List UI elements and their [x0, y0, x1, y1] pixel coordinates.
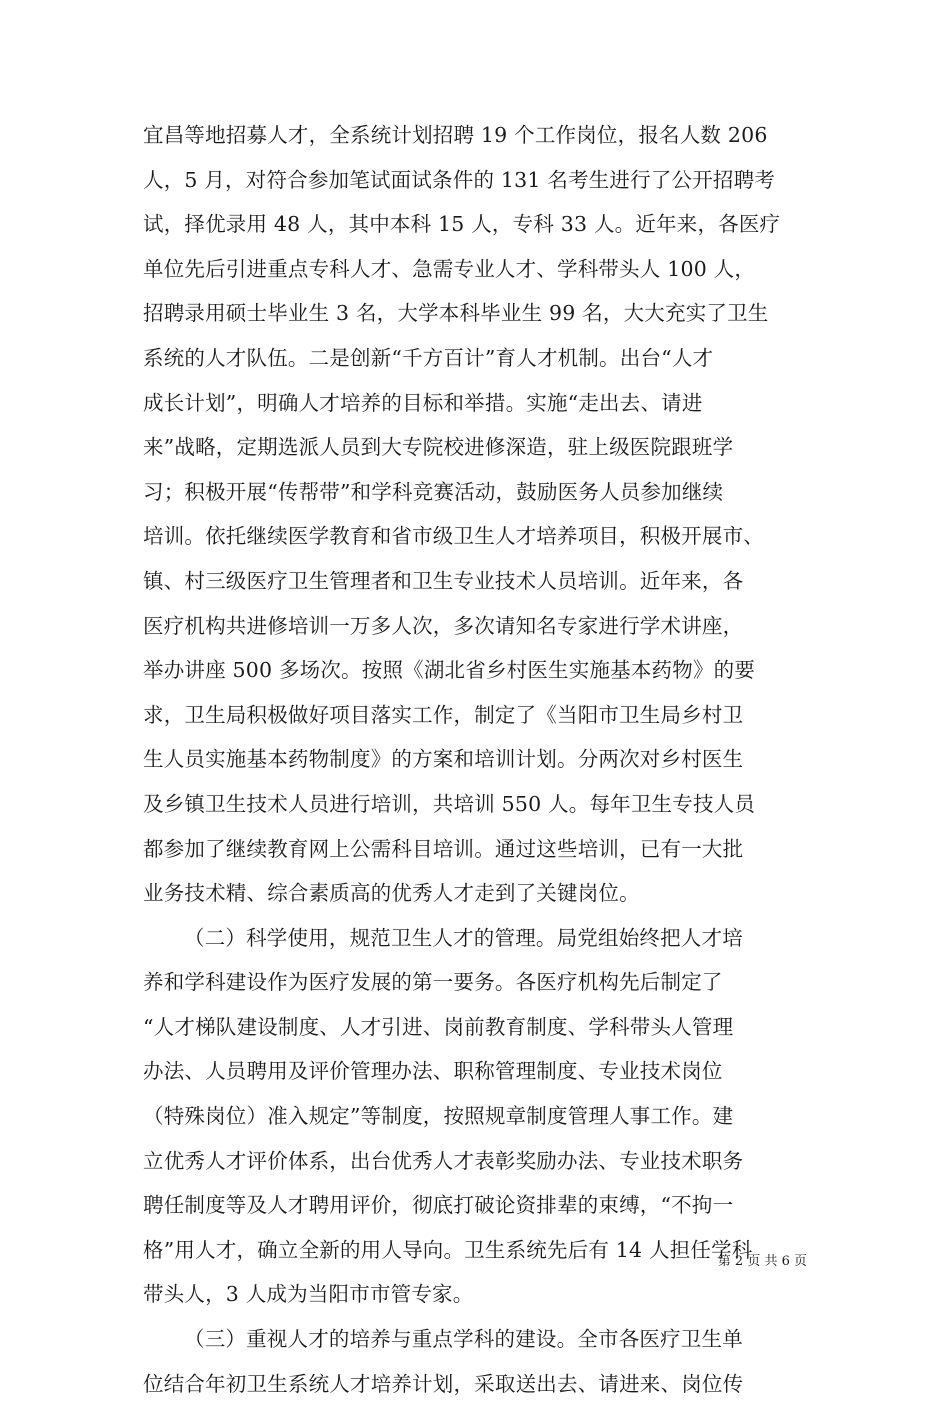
- text-line: 位结合年初卫生系统人才培养计划，采取送出去、请进来、岗位传: [143, 1371, 744, 1396]
- text-line: 聘任制度等及人才聘用评价，彻底打破论资排辈的束缚，“不拘一: [143, 1193, 734, 1218]
- text-line: 办法、人员聘用及评价管理办法、职称管理制度、专业技术岗位: [143, 1059, 723, 1084]
- text-line: 格”用人才，确立全新的用人导向。卫生系统先后有 14 人担任学科: [143, 1237, 753, 1262]
- text-line: 培训。依托继续医学教育和省市级卫生人才培养项目，积极开展市、: [143, 524, 764, 549]
- text-line: 单位先后引进重点专科人才、急需专业人才、学科带头人 100 人，: [143, 256, 756, 281]
- page-footer: [0, 1250, 950, 1269]
- text-line: 系统的人才队伍。二是创新“千方百计”育人才机制。出台“人才: [143, 345, 714, 370]
- body-text: [143, 113, 807, 1406]
- text-line: 带头人，3 人成为当阳市市管专家。: [143, 1282, 474, 1307]
- text-line: 求，卫生局积极做好项目落实工作，制定了《当阳市卫生局乡村卫: [143, 702, 744, 727]
- paragraph-start-line: （三）重视人才的培养与重点学科的建设。全市各医疗卫生单: [184, 1327, 743, 1352]
- text-line: 镇、村三级医疗卫生管理者和卫生专业技术人员培训。近年来，各: [143, 568, 744, 593]
- text-line: 举办讲座 500 多场次。按照《湖北省乡村医生实施基本药物》的要: [143, 658, 756, 683]
- text-line: “人才梯队建设制度、人才引进、岗前教育制度、学科带头人管理: [143, 1014, 734, 1039]
- text-line: 成长计划”，明确人才培养的目标和举措。实施“走出去、请进: [143, 390, 703, 415]
- text-line: 及乡镇卫生技术人员进行培训，共培训 550 人。每年卫生专技人员: [143, 791, 756, 816]
- text-line: 招聘录用硕士毕业生 3 名，大学本科毕业生 99 名，大大充实了卫生: [143, 301, 769, 326]
- text-line: 宜昌等地招募人才，全系统计划招聘 19 个工作岗位，报名人数 206: [143, 123, 768, 147]
- text-line: 习；积极开展“传帮带”和学科竞赛活动，鼓励医务人员参加继续: [143, 479, 724, 504]
- text-line: 试，择优录用 48 人，其中本科 15 人，专科 33 人。近年来，各医疗: [143, 212, 781, 237]
- text-line: 业务技术精、综合素质高的优秀人才走到了关键岗位。: [143, 881, 640, 906]
- paragraph-start-line: （二）科学使用，规范卫生人才的管理。局党组始终把人才培: [184, 925, 743, 950]
- text-line: 生人员实施基本药物制度》的方案和培训计划。分两次对乡村医生: [143, 747, 744, 772]
- text-line: 都参加了继续教育网上公需科目培训。通过这些培训，已有一大批: [143, 836, 744, 861]
- page-number: 第 2 页 共 6 页: [717, 1254, 807, 1269]
- text-line: 医疗机构共进修培训一万多人次，多次请知名专家进行学术讲座，: [143, 613, 744, 638]
- text-line: 人，5 月，对符合参加笔试面试条件的 131 名考生进行了公开招聘考: [143, 167, 776, 192]
- text-line: 养和学科建设作为医疗发展的第一要务。各医疗机构先后制定了: [143, 970, 723, 995]
- text-line: 来”战略，定期选派人员到大专院校进修深造，驻上级医院跟班学: [143, 435, 734, 460]
- text-line: （特殊岗位）准入规定”等制度，按照规章制度管理人事工作。建: [143, 1104, 734, 1129]
- text-line: 立优秀人才评价体系，出台优秀人才表彰奖励办法、专业技术职务: [143, 1148, 744, 1173]
